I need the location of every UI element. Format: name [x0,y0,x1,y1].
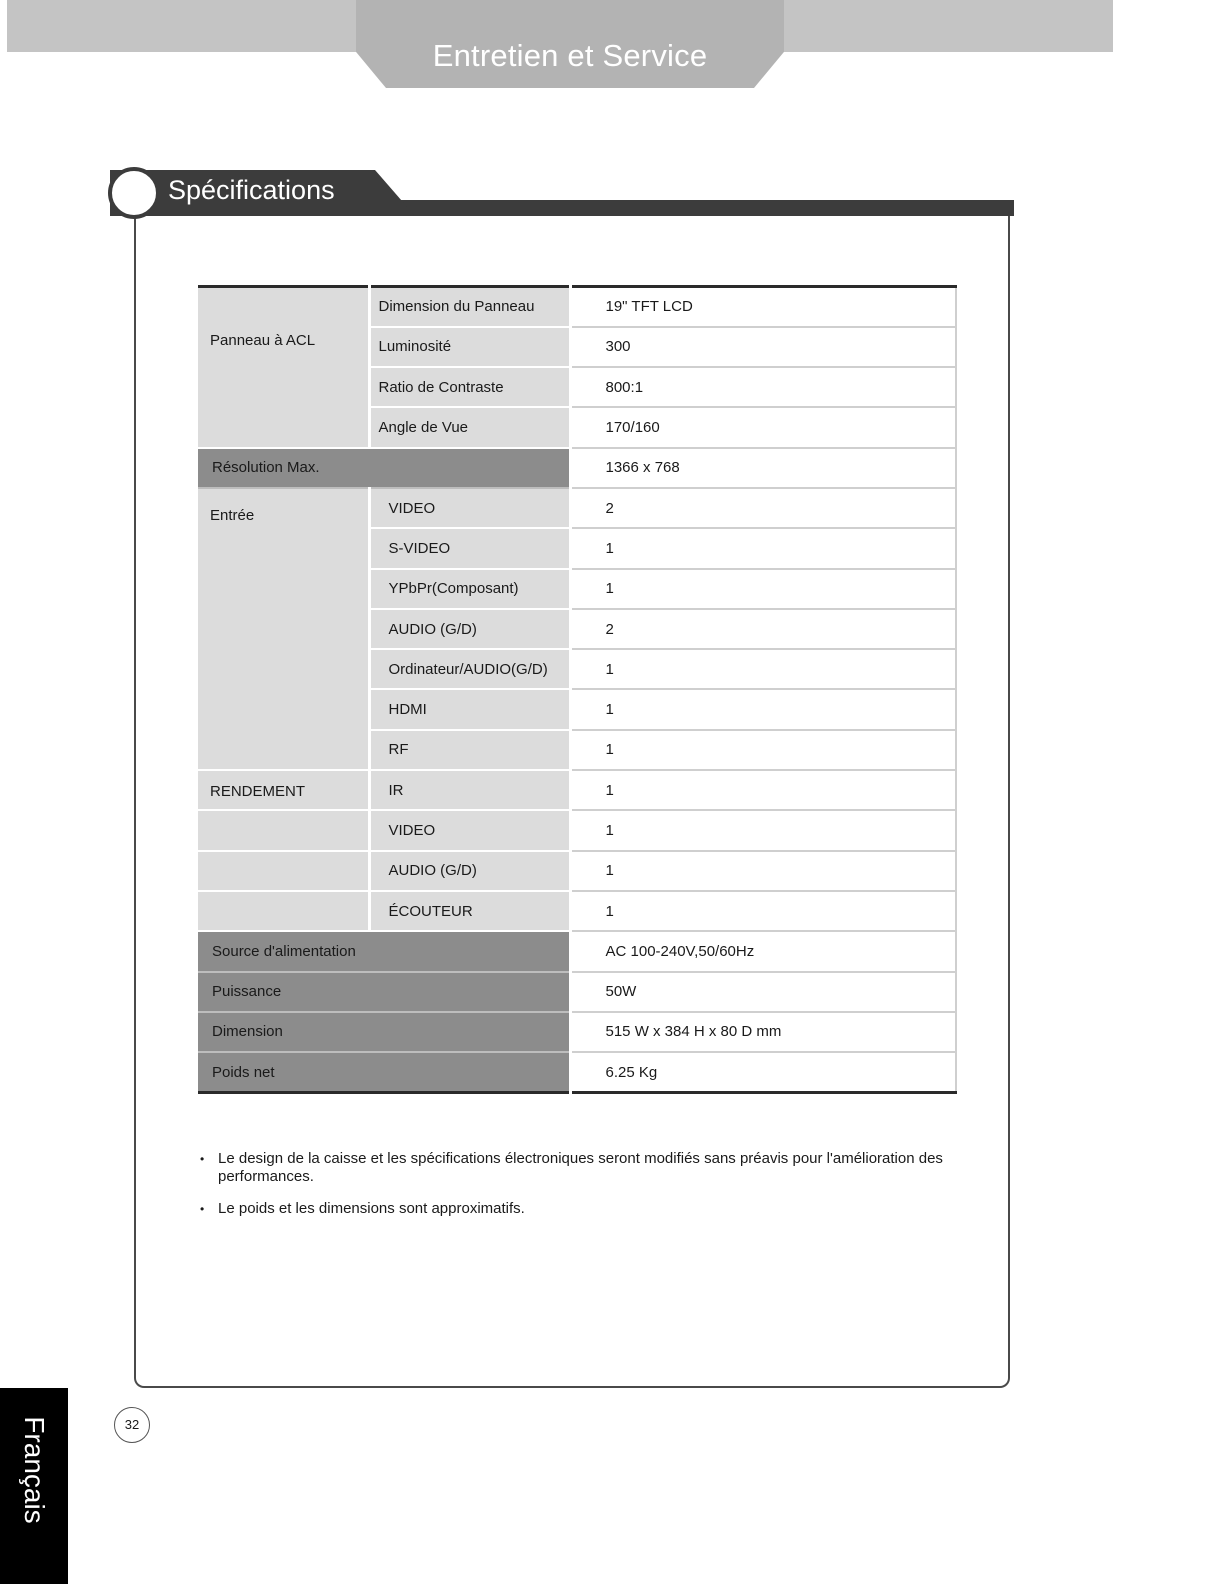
spec-label: Poids net [198,1052,570,1092]
circle-icon [108,167,160,219]
spec-label: Dimension [198,1012,570,1052]
empty-cell [198,851,369,891]
spec-value: 6.25 Kg [570,1052,956,1092]
spec-value: 300 [570,327,956,367]
spec-value: 1 [570,770,956,810]
table-row [198,891,956,931]
spec-label: AUDIO (G/D) [388,862,477,880]
spec-value: 1 [570,891,956,931]
spec-value: 1366 x 768 [570,448,956,488]
table-row [198,810,956,850]
table-row [198,488,956,528]
note-item: • Le poids et les dimensions sont approximatifs. [198,1200,978,1218]
table-row [198,851,956,891]
table-row [198,287,956,327]
spec-value: 50W [570,972,956,1012]
table-row [198,770,956,810]
spec-label: HDMI [388,701,427,719]
spec-value: 1 [570,851,956,891]
spec-label: VIDEO [388,499,436,517]
spec-label: YPbPr(Composant) [388,580,519,598]
spec-value: 1 [570,649,956,689]
table-row [198,972,956,1012]
page-number: 32 [114,1407,150,1443]
spec-value: 2 [570,488,956,528]
spec-value: AC 100-240V,50/60Hz [570,931,956,971]
language-label: Français [19,1416,50,1524]
notes-list [198,1150,978,1232]
specifications-table [198,285,957,1094]
output-label: RENDEMENT [198,770,369,810]
spec-value: 1 [570,810,956,850]
spec-label: Luminosité [378,338,452,356]
empty-cell [198,810,369,850]
spec-value: 1 [570,689,956,729]
spec-label: S-VIDEO [388,539,451,557]
input-label: Entrée [198,488,369,770]
page-header-title: Entretien et Service [432,38,708,73]
table-row [198,1052,956,1092]
spec-label: Ratio de Contraste [378,378,504,396]
spec-label: Angle de Vue [378,419,469,437]
spec-value: 170/160 [570,407,956,447]
table-row [198,448,956,488]
spec-label: Puissance [198,972,570,1012]
table-row [198,1012,956,1052]
spec-label: Résolution Max. [198,448,570,488]
spec-value: 2 [570,609,956,649]
note-item: • Le design de la caisse et les spécifications électroniques seront modifiés sans préavis pour l'amélioration des performances. [198,1150,978,1186]
section-title: Spécifications [168,175,335,205]
spec-label: AUDIO (G/D) [388,620,477,638]
spec-label: Dimension du Panneau [378,298,535,316]
empty-cell [198,891,369,931]
spec-label: VIDEO [388,822,436,839]
panel-label: Panneau à ACL [198,287,369,448]
spec-value: 19" TFT LCD [570,287,956,327]
spec-label: Ordinateur/AUDIO(G/D) [388,660,548,678]
spec-value: 1 [570,569,956,609]
spec-value: 515 W x 384 H x 80 D mm [570,1012,956,1052]
table-row [198,931,956,971]
spec-label: IR [388,781,404,799]
spec-value: 800:1 [570,367,956,407]
spec-value: 1 [570,730,956,770]
spec-label: ÉCOUTEUR [388,902,473,920]
spec-value: 1 [570,528,956,568]
spec-label: Source d'alimentation [198,931,570,971]
section-title-bar [110,170,1014,216]
spec-label: RF [388,741,409,759]
